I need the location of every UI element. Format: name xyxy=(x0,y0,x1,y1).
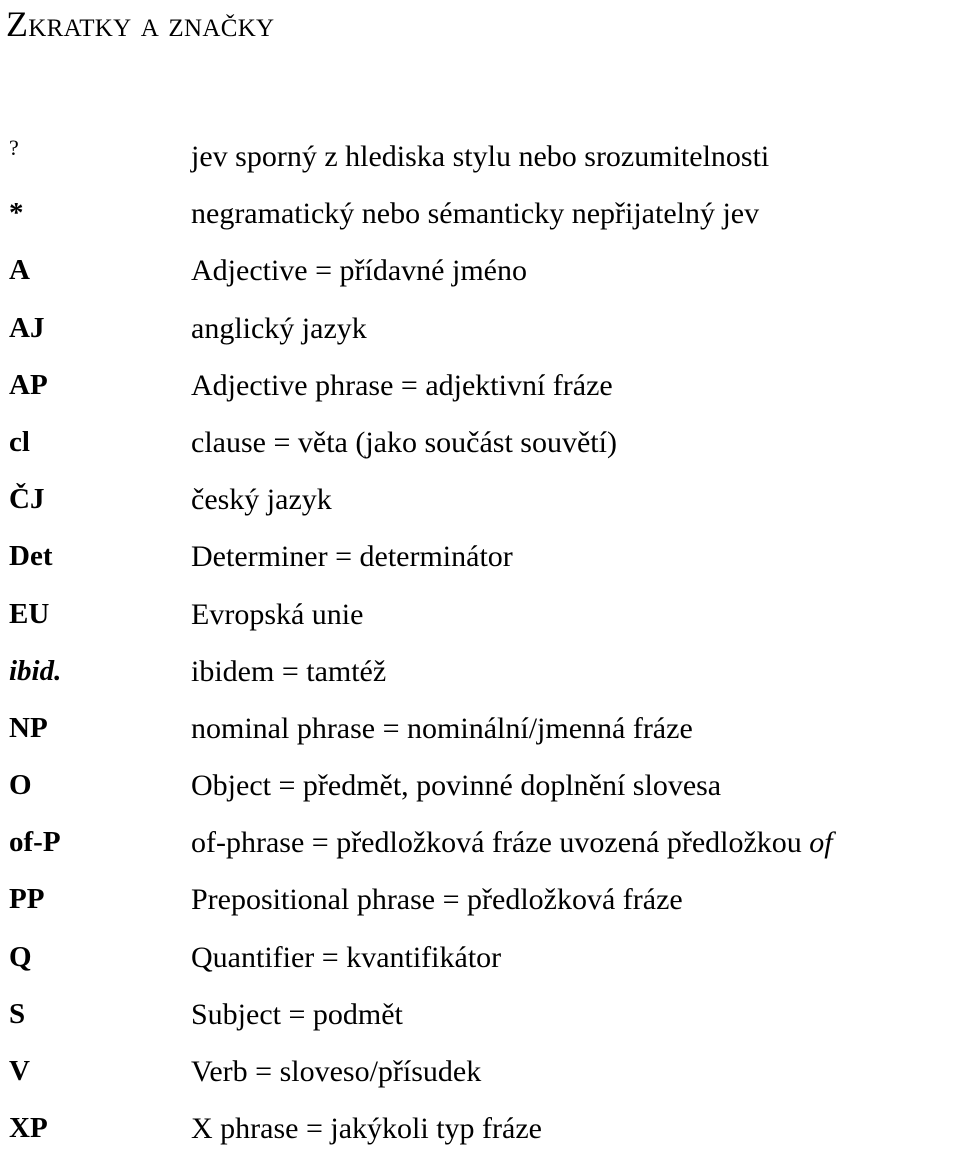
abbreviation-description: anglický jazyk xyxy=(191,311,367,345)
abbreviation-description: Prepositional phrase = předložková fráze xyxy=(191,883,683,917)
abbreviation: ibid. xyxy=(9,654,62,687)
abbreviation: ? xyxy=(9,135,19,160)
list-item xyxy=(0,1100,960,1157)
abbreviation: * xyxy=(9,197,24,230)
abbreviation-description: Subject = podmět xyxy=(191,997,403,1031)
abbreviation-description: Adjective phrase = adjektivní fráze xyxy=(191,368,613,402)
page-title: Zkratky a značky xyxy=(6,4,275,44)
abbreviation: NP xyxy=(9,711,48,744)
abbreviation: S xyxy=(9,997,26,1030)
abbreviation-description: clause = věta (jako součást souvětí) xyxy=(191,425,617,459)
list-item xyxy=(0,414,960,471)
abbreviation: cl xyxy=(9,425,30,458)
abbreviation-description: Determiner = determinátor xyxy=(191,540,513,574)
abbreviation: EU xyxy=(9,597,50,630)
list-item xyxy=(0,700,960,757)
abbreviation-description: Evropská unie xyxy=(191,597,364,631)
list-item xyxy=(0,528,960,585)
abbreviation-description: jev sporný z hlediska stylu nebo srozumitelnosti xyxy=(191,140,770,173)
abbreviation-description: Verb = sloveso/přísudek xyxy=(191,1055,482,1088)
list-item xyxy=(0,128,960,185)
list-item xyxy=(0,814,960,871)
abbreviation: of-P xyxy=(9,826,61,859)
abbreviation: AJ xyxy=(9,311,45,344)
abbreviation-description: X phrase = jakýkoli typ fráze xyxy=(191,1112,542,1146)
list-item xyxy=(0,986,960,1043)
list-item xyxy=(0,242,960,299)
list-item xyxy=(0,757,960,814)
abbreviation: PP xyxy=(9,883,45,916)
abbreviation-description: Adjective = přídavné jméno xyxy=(191,254,527,288)
abbreviation: ČJ xyxy=(9,483,45,516)
list-item xyxy=(0,643,960,700)
list-item xyxy=(0,1043,960,1100)
abbreviation-description: ibidem = tamtéž xyxy=(191,654,387,688)
list-item xyxy=(0,586,960,643)
list-item xyxy=(0,300,960,357)
description-text: of-phrase = předložková fráze uvozená předložkou xyxy=(191,826,810,860)
abbreviation: XP xyxy=(9,1112,48,1145)
abbreviation-list xyxy=(0,128,960,1157)
abbreviation: V xyxy=(9,1055,30,1087)
abbreviation: A xyxy=(9,254,30,287)
abbreviation-description: český jazyk xyxy=(191,483,332,517)
description-emphasis: of xyxy=(809,826,833,860)
abbreviation-description: nominal phrase = nominální/jmenná fráze xyxy=(191,711,693,745)
abbreviation: Det xyxy=(9,540,53,573)
abbreviation: O xyxy=(9,769,32,802)
abbreviation-description: Object = předmět, povinné doplnění slovesa xyxy=(191,769,722,803)
abbreviation-description: Quantifier = kvantifikátor xyxy=(191,940,502,974)
abbreviation: AP xyxy=(9,368,48,401)
list-item xyxy=(0,185,960,242)
list-item xyxy=(0,471,960,528)
abbreviation-description: negramatický nebo sémanticky nepřijatelný jev xyxy=(191,197,760,231)
abbreviation: Q xyxy=(9,940,32,973)
list-item xyxy=(0,357,960,414)
list-item xyxy=(0,871,960,928)
abbreviation-description xyxy=(191,814,833,871)
list-item xyxy=(0,929,960,986)
